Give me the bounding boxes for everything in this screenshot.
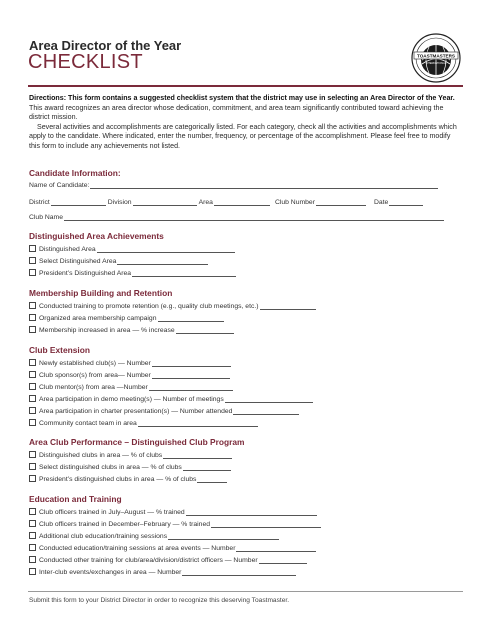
checkbox[interactable]	[29, 419, 36, 426]
district-field[interactable]	[51, 198, 106, 206]
item-label: Conducted other training for club/area/division/district officers — Number	[39, 557, 258, 564]
directions-lead-rest: This award recognizes an area director whose dedication, commitment, and area team significantly contributed toward achieving the district mission.	[29, 103, 444, 122]
item-field[interactable]	[152, 359, 231, 367]
checkbox[interactable]	[29, 371, 36, 378]
item-label: Organized area membership campaign	[39, 315, 157, 322]
footer-divider	[28, 591, 463, 592]
checklist-item	[29, 314, 224, 322]
checkbox[interactable]	[29, 269, 36, 276]
item-field[interactable]	[149, 383, 233, 391]
svg-text:INTERNATIONAL: INTERNATIONAL	[425, 62, 447, 65]
checkbox[interactable]	[29, 395, 36, 402]
performance-heading: Area Club Performance – Distinguished Club Program	[29, 437, 245, 447]
checklist-item	[29, 395, 313, 403]
checklist-item	[29, 371, 230, 379]
item-field[interactable]	[211, 520, 321, 528]
item-label: Area participation in charter presentation(s) — Number attended	[39, 408, 233, 415]
directions-block	[29, 94, 463, 152]
checklist-item	[29, 475, 227, 483]
checklist-item	[29, 419, 258, 427]
item-label: Distinguished Area	[39, 246, 96, 253]
checkbox[interactable]	[29, 359, 36, 366]
division-field[interactable]	[133, 198, 197, 206]
item-field[interactable]	[225, 395, 313, 403]
form-title: Area Director of the Year	[29, 38, 182, 53]
item-field[interactable]	[97, 245, 235, 253]
checkbox[interactable]	[29, 520, 36, 527]
item-field[interactable]	[168, 532, 279, 540]
form-subtitle: CHECKLIST	[28, 51, 143, 73]
candidate-heading: Candidate Information:	[29, 168, 121, 178]
item-field[interactable]	[182, 568, 296, 576]
item-label: Club mentor(s) from area —Number	[39, 384, 148, 391]
item-label: Area participation in demo meeting(s) — Number of meetings	[39, 396, 224, 403]
checklist-item	[29, 451, 232, 459]
checklist-item	[29, 245, 235, 253]
item-label: Club officers trained in July–August — % trained	[39, 509, 185, 516]
education-heading: Education and Training	[29, 494, 122, 504]
checklist-item	[29, 326, 234, 334]
checklist-item	[29, 269, 236, 277]
checkbox[interactable]	[29, 463, 36, 470]
club-extension-heading: Club Extension	[29, 345, 90, 355]
checkbox[interactable]	[29, 508, 36, 515]
header-divider	[28, 85, 463, 87]
item-label: Inter-club events/exchanges in area — Number	[39, 569, 182, 576]
footer-note: Submit this form to your District Director in order to recognize this deserving Toastmaster.	[29, 597, 290, 604]
svg-text:TOASTMASTERS: TOASTMASTERS	[417, 53, 455, 59]
directions-paragraph-2: Several activities and accomplishments are categorically listed. For each category, check all the activities and accomplishments which apply to the candidate. Where indicated, enter the number, frequency, or percentage of the accomplishment. Please feel free to modify this form to include any achievements not listed.	[29, 122, 457, 150]
item-label: Club sponsor(s) from area— Number	[39, 372, 151, 379]
item-label: Distinguished clubs in area — % of clubs	[39, 452, 163, 459]
item-label: Conducted education/training sessions at area events — Number	[39, 545, 236, 552]
item-field[interactable]	[138, 419, 258, 427]
checkbox[interactable]	[29, 544, 36, 551]
checklist-item	[29, 463, 231, 471]
club-name-row	[29, 213, 444, 221]
checkbox[interactable]	[29, 314, 36, 321]
checkbox[interactable]	[29, 475, 36, 482]
item-field[interactable]	[163, 451, 232, 459]
checkbox[interactable]	[29, 302, 36, 309]
checkbox[interactable]	[29, 326, 36, 333]
item-label: Newly established club(s) — Number	[39, 360, 151, 367]
item-label: President’s distinguished clubs in area — % of clubs	[39, 476, 197, 483]
candidate-name-row	[29, 181, 438, 189]
candidate-location-row	[29, 198, 423, 206]
club-name-field[interactable]	[64, 213, 444, 221]
club-number-field[interactable]	[316, 198, 366, 206]
item-label: Community contact team in area	[39, 420, 137, 427]
directions-paragraph-1	[29, 94, 463, 123]
item-field[interactable]	[176, 326, 234, 334]
checklist-item	[29, 383, 233, 391]
candidate-name-field[interactable]	[90, 181, 438, 189]
checkbox[interactable]	[29, 407, 36, 414]
item-label: Conducted training to promote retention (e.g., quality club meetings, etc.)	[39, 303, 259, 310]
item-field[interactable]	[259, 556, 307, 564]
checklist-item	[29, 302, 316, 310]
item-field[interactable]	[186, 508, 317, 516]
item-field[interactable]	[152, 371, 230, 379]
checkbox[interactable]	[29, 383, 36, 390]
item-field[interactable]	[260, 302, 316, 310]
checkbox[interactable]	[29, 556, 36, 563]
checklist-item	[29, 520, 321, 528]
toastmasters-logo	[410, 32, 462, 84]
checklist-item	[29, 568, 296, 576]
area-field[interactable]	[214, 198, 270, 206]
checklist-item	[29, 556, 307, 564]
district-label: District	[29, 199, 50, 206]
item-field[interactable]	[183, 463, 231, 471]
membership-heading: Membership Building and Retention	[29, 288, 173, 298]
checklist-item	[29, 359, 231, 367]
item-field[interactable]	[233, 407, 299, 415]
directions-lead: Directions: This form contains a suggested checklist system that the district may use in selecting an Area Director of the Year.	[29, 94, 455, 102]
checklist-item	[29, 407, 299, 415]
checkbox[interactable]	[29, 257, 36, 264]
item-label: Select distinguished clubs in area — % of clubs	[39, 464, 182, 471]
item-label: Additional club education/training sessions	[39, 533, 168, 540]
checklist-item	[29, 257, 208, 265]
item-label: Membership increased in area — % increase	[39, 327, 175, 334]
item-field[interactable]	[236, 544, 316, 552]
item-label: Club officers trained in December–February — % trained	[39, 521, 211, 528]
item-field[interactable]	[117, 257, 208, 265]
item-field[interactable]	[158, 314, 224, 322]
distinguished-heading: Distinguished Area Achievements	[29, 231, 164, 241]
checkbox[interactable]	[29, 568, 36, 575]
candidate-name-label: Name of Candidate:	[29, 182, 90, 189]
club-name-label: Club Name	[29, 214, 63, 221]
checkbox[interactable]	[29, 451, 36, 458]
item-label: Select Distinguished Area	[39, 258, 117, 265]
checklist-item	[29, 544, 316, 552]
item-label: President’s Distinguished Area	[39, 270, 132, 277]
checkbox[interactable]	[29, 532, 36, 539]
checklist-item	[29, 508, 317, 516]
checklist-item	[29, 532, 279, 540]
division-label: Division	[107, 199, 132, 206]
date-label: Date	[373, 199, 389, 206]
item-field[interactable]	[197, 475, 227, 483]
item-field[interactable]	[132, 269, 236, 277]
club-number-label: Club Number	[274, 199, 315, 206]
checkbox[interactable]	[29, 245, 36, 252]
date-field[interactable]	[389, 198, 423, 206]
area-label: Area	[198, 199, 213, 206]
